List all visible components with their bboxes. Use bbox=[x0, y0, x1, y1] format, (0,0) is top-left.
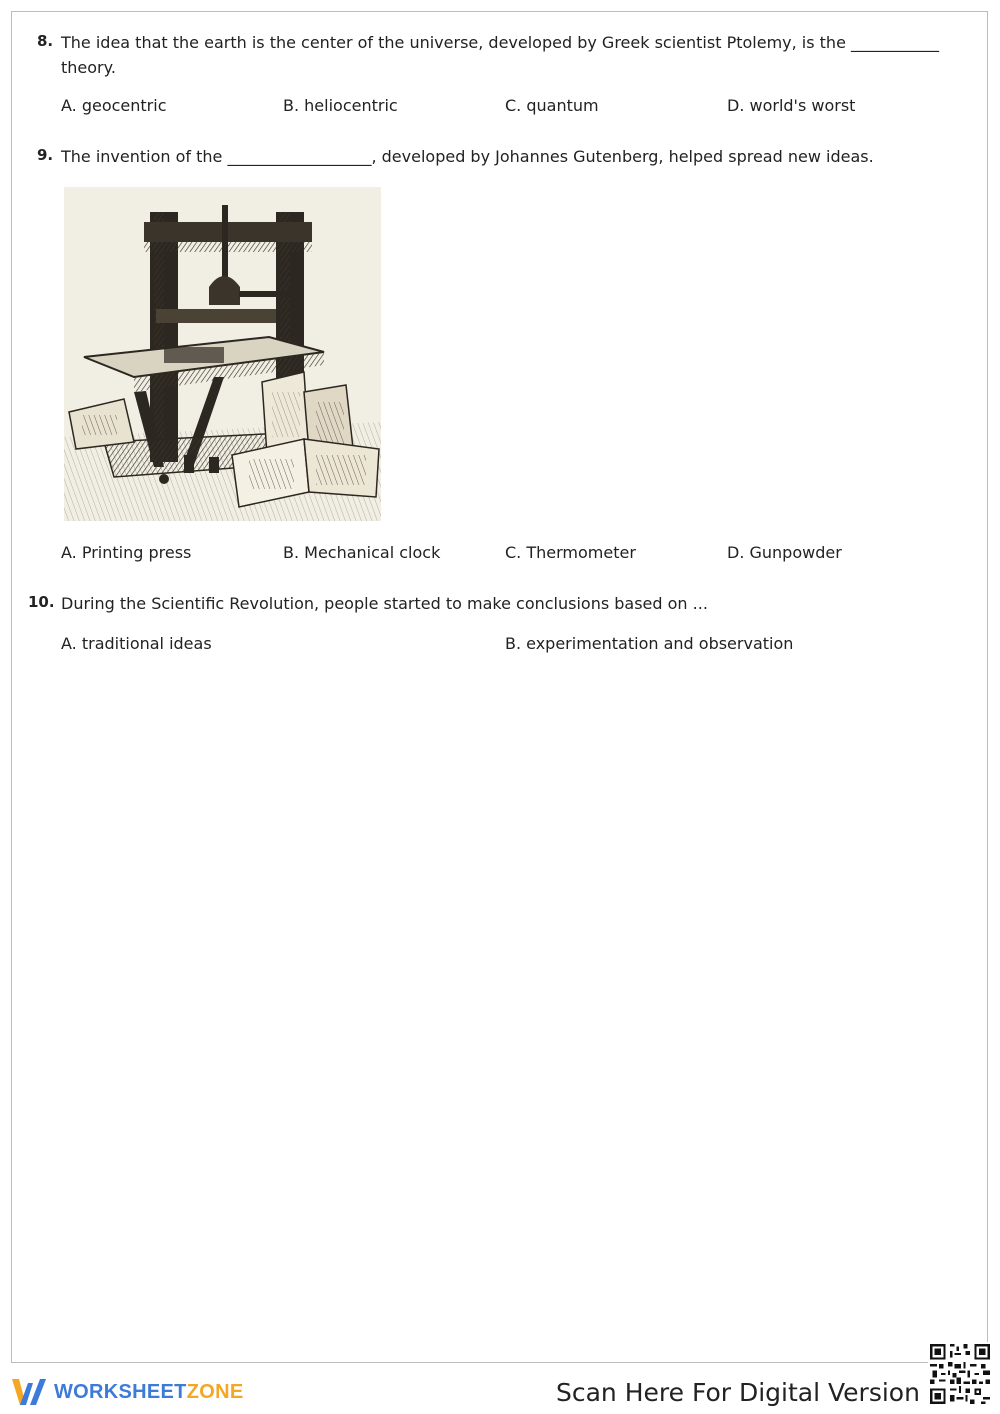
question-9-text-line1: The invention of the __________________, developed by Johannes Gutenberg, helped spread new ideas. bbox=[61, 147, 874, 166]
logo-word-zone: ZONE bbox=[186, 1380, 244, 1403]
question-9-number: 9. bbox=[37, 146, 54, 164]
printing-press-engraving-icon bbox=[64, 187, 381, 521]
worksheet-zone-logo-icon bbox=[10, 1375, 50, 1409]
question-9-option-b[interactable]: B. Mechanical clock bbox=[283, 543, 441, 562]
worksheet-zone-logo[interactable] bbox=[10, 1374, 243, 1410]
question-9-option-d[interactable]: D. Gunpowder bbox=[727, 543, 842, 562]
question-8-text-line2: theory. bbox=[61, 58, 116, 77]
question-8-number: 8. bbox=[37, 32, 54, 50]
question-8-option-b[interactable]: B. heliocentric bbox=[283, 96, 398, 115]
question-10-option-a[interactable]: A. traditional ideas bbox=[61, 634, 212, 653]
question-8-option-a[interactable]: A. geocentric bbox=[61, 96, 167, 115]
question-10-number: 10. bbox=[28, 593, 55, 611]
question-8-option-d[interactable]: D. world's worst bbox=[727, 96, 856, 115]
question-8-option-c[interactable]: C. quantum bbox=[505, 96, 599, 115]
question-10-text-line1: During the Scientific Revolution, people started to make conclusions based on ... bbox=[61, 594, 708, 613]
question-9-option-c[interactable]: C. Thermometer bbox=[505, 543, 636, 562]
question-8-text-line1: The idea that the earth is the center of the universe, developed by Greek scientist Ptolemy, is the ___________ bbox=[61, 33, 939, 52]
logo-wordmark bbox=[54, 1381, 243, 1404]
question-9-option-a[interactable]: A. Printing press bbox=[61, 543, 192, 562]
qr-code-icon[interactable] bbox=[928, 1342, 992, 1406]
scan-here-text: Scan Here For Digital Version bbox=[556, 1378, 920, 1407]
question-10-option-b[interactable]: B. experimentation and observation bbox=[505, 634, 794, 653]
logo-word-worksheet: WORKSHEET bbox=[54, 1380, 187, 1403]
